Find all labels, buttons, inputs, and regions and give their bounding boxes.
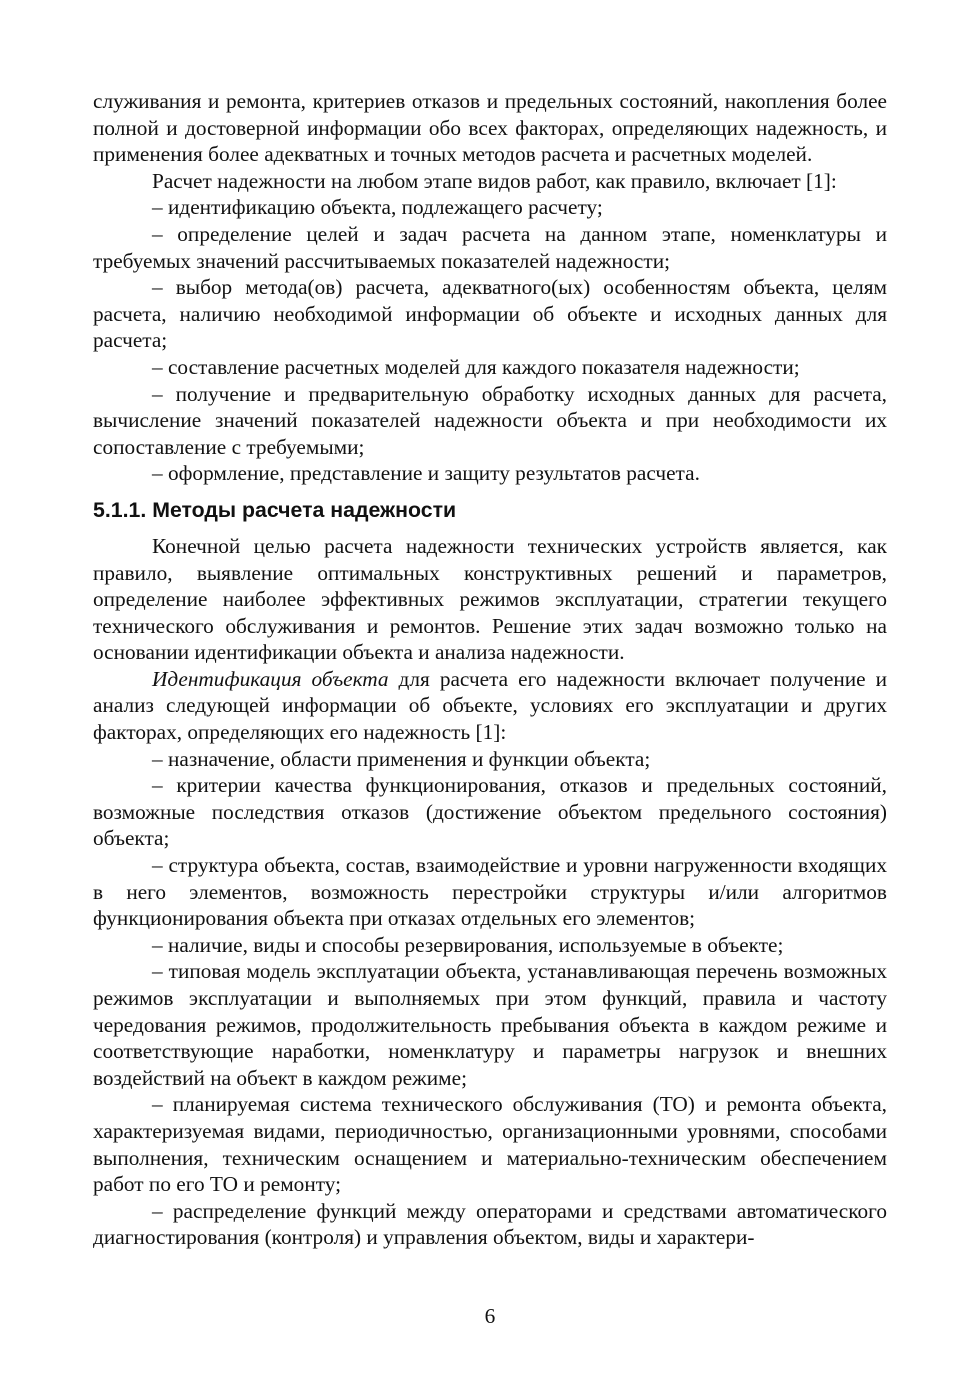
list-item: – распределение функций между операторами и средствами автоматического диагностирования (контроля) и управления объектом, виды и характери- — [93, 1198, 887, 1250]
page-body — [93, 88, 887, 1251]
paragraph-continuation: служивания и ремонта, критериев отказов и предельных состояний, накопления более полной и достоверной информации обо всех факторах, определяющих надежность, и применения более адекватных и точных методов расчета и расчетных моделей. — [93, 89, 887, 167]
page-number: 6 — [484, 1304, 496, 1328]
paragraph-goal: Конечной целью расчета надежности технических устройств является, как правило, выявление оптимальных конструктивных решений и параметров, определение наиболее эффективных режимов эксплуатации, стратегии текущего технического обслуживания и ремонтов. Решение этих задач возможно только на основании идентификации объекта и анализа надежности. — [93, 533, 887, 665]
list-item: – оформление, представление и защиту результатов расчета. — [152, 461, 700, 486]
list-item: – назначение, области применения и функции объекта; — [152, 746, 651, 771]
list-item: – наличие, виды и способы резервирования, используемые в объекте; — [152, 932, 784, 957]
list-item: – типовая модель эксплуатации объекта, устанавливающая перечень возможных режимов эксплуатации и выполняемых при этом функций, правила и частоту чередования режимов, продолжительность пребывания объекта в каждом режиме и соответствующие наработки, номенклатуру и параметры нагрузок и внешних воздействий на объект в каждом режиме; — [93, 959, 887, 1090]
identification-term: Идентификация объекта — [152, 666, 389, 691]
list-item: – планируемая система технического обслуживания (ТО) и ремонта объекта, характеризуемая видами, периодичностью, организационными уровнями, способами выполнения, техническим оснащением и материально-техническим обеспечением работ по его ТО и ремонту; — [93, 1092, 887, 1197]
list-item: – получение и предварительную обработку исходных данных для расчета, вычисление значений показателей надежности объекта и при необходимости их сопоставление с требуемыми; — [93, 381, 887, 459]
identification-text: для расчета его надежности включает получение и анализ следующей информации об объекте, условиях его эксплуатации и других факторах, определяющих его надежность [1]: — [93, 666, 887, 745]
list-item: – составление расчетных моделей для каждого показателя надежности; — [152, 354, 800, 379]
list-item: – определение целей и задач расчета на данном этапе, номенклатуры и требуемых значений рассчитываемых показателей надежности; — [93, 221, 887, 273]
paragraph-identification — [93, 666, 887, 746]
list-item: – структура объекта, состав, взаимодействие и уровни нагруженности входящих в него элементов, возможность перестройки структуры и/или алгоритмов функционирования объекта при отказах отдельных его элементов; — [93, 853, 887, 931]
list-item: – идентификацию объекта, подлежащего расчету; — [152, 195, 603, 220]
list-item: – критерии качества функционирования, отказов и предельных состояний, возможные последствия отказов (достижение объектом предельного состояния) объекта; — [93, 773, 887, 851]
section-heading: 5.1.1. Методы расчета надежности — [93, 497, 457, 522]
paragraph-calc-includes: Расчет надежности на любом этапе видов работ, как правило, включает [1]: — [152, 168, 837, 193]
list-item: – выбор метода(ов) расчета, адекватного(ых) особенностям объекта, целям расчета, наличию необходимой информации об объекте и исходных данных для расчета; — [93, 275, 887, 353]
